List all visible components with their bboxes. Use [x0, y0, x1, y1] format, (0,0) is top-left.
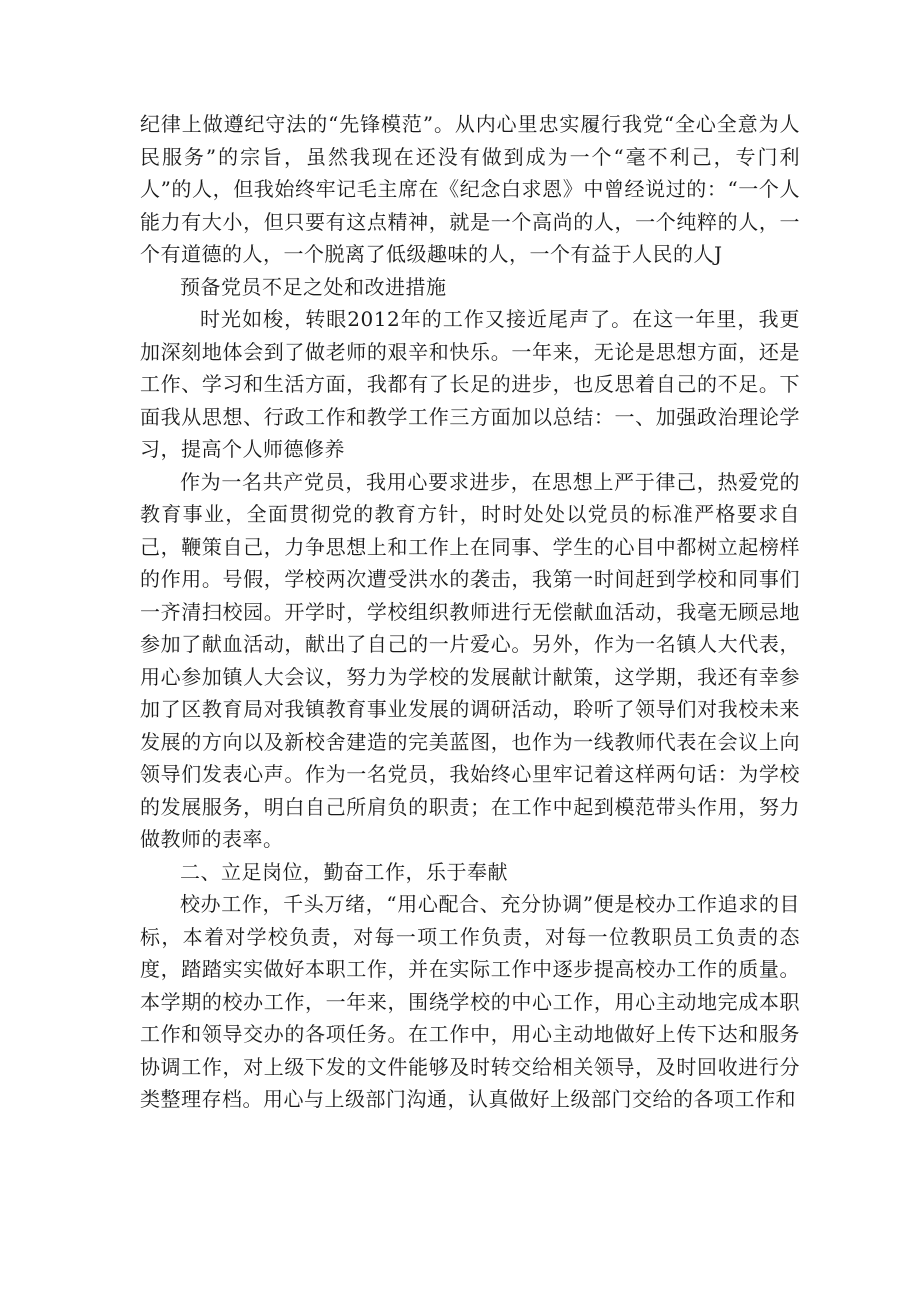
- document-body: [140, 108, 800, 1116]
- paragraph-party-member: 作为一名共产党员，我用心要求进步，在思想上严于律己，热爱党的教育事业，全面贯彻党的教育方针，时时处处以党员的标准严格要求自己，鞭策自己，力争思想上和工作上在同事、学生的心目中都树立起榜样的作用。号假，学校两次遭受洪水的袭击，我第一时间赶到学校和同事们一齐清扫校园。开学时，学校组织教师进行无偿献血活动，我毫无顾忌地参加了献血活动，献出了自己的一片爱心。另外，作为一名镇人大代表，用心参加镇人大会议，努力为学校的发展献计献策，这学期，我还有幸参加了区教育局对我镇教育事业发展的调研活动，聆听了领导们对我校未来发展的方向以及新校舍建造的完美蓝图，也作为一线教师代表在会议上向领导们发表心声。作为一名党员，我始终心里牢记着这样两句话：为学校的发展服务，明白自己所肩负的职责；在工作中起到模范带头作用，努力做教师的表率。: [140, 469, 800, 851]
- paragraph-school-office: 校办工作，千头万绪，“用心配合、充分协调”便是校办工作追求的目标，本着对学校负责，对每一项工作负责，对每一位教职员工负责的态度，踏踏实实做好本职工作，并在实际工作中逐步提高校办工作的质量。本学期的校办工作，一年来，围绕学校的中心工作，用心主动地完成本职工作和领导交办的各项任务。在工作中，用心主动地做好上传下达和服务协调工作，对上级下发的文件能够及时转交给相关领导，及时回收进行分类整理存档。用心与上级部门沟通，认真做好上级部门交给的各项工作和: [140, 892, 800, 1111]
- section-heading-shortcomings: 预备党员不足之处和改进措施: [180, 274, 447, 299]
- paragraph-party-discipline: 纪律上做遵纪守法的“先锋模范”。从内心里忠实履行我党“全心全意为人民服务”的宗旨，虽然我现在还没有做到成为一个“毫不利己，专门利人”的人，但我始终牢记毛主席在《纪念白求恩》中曾经说过的：“一个人能力有大小，但只要有这点精神，就是一个高尚的人，一个纯粹的人，一个有道德的人，一个脱离了低级趣味的人，一个有益于人民的人J: [140, 112, 800, 266]
- paragraph-year-summary: 时光如梭，转眼2012年的工作又接近尾声了。在这一年里，我更加深刻地体会到了做老师的艰辛和快乐。一年来，无论是思想方面，还是工作、学习和生活方面，我都有了长足的进步，也反思着自己的不足。下面我从思想、行政工作和教学工作三方面加以总结：一、加强政治理论学习，提高个人师德修养: [140, 307, 800, 461]
- section-heading-work: 二、立足岗位，勤奋工作，乐于奉献: [180, 859, 508, 884]
